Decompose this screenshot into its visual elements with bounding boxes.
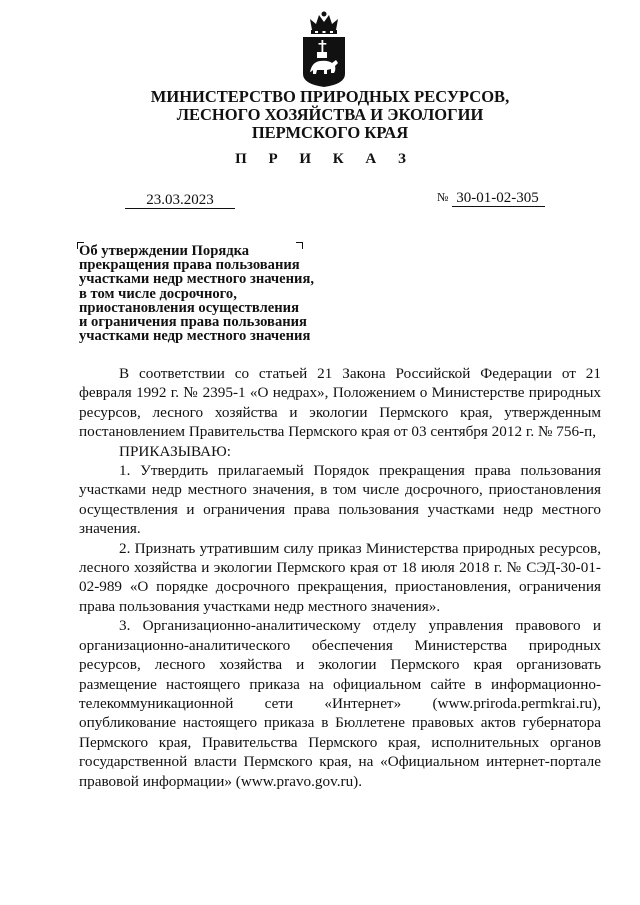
number-sign: № <box>437 190 449 204</box>
subject-line: прекращения права пользования <box>79 257 300 274</box>
document-type-title: П Р И К А З <box>235 151 415 167</box>
subject-line: участками недр местного значения <box>79 328 311 345</box>
subject-line: в том числе досрочного, <box>79 285 237 302</box>
subject-line: приостановления осуществления <box>79 299 299 316</box>
document-number: 30-01-02-305 <box>452 190 545 207</box>
order-item-2: 2. Признать утратившим силу приказ Министерства природных ресурсов, лесного хозяйства и экологии Пермского края от 18 июля 2018 г. № СЭД-30-01-02-989 «О порядке досрочного прекращения, приостановления, ограничения права пользования участками недр местного значения». <box>79 539 601 615</box>
order-item-3: 3. Организационно-аналитическому отделу управления правового и организационно-аналитического обеспечения Министерства природных ресурсов, лесного хозяйства и экологии Пермского края организовать размещение настоящего приказа на официальном сайте в информационно-телекоммуникационной сети «Интернет» (www.priroda.permkrai.ru), опубликование настоящего приказа в Бюллетене правовых актов губернатора Пермского края, Правительства Пермского края, исполнительных органов государственной власти Пермского края, на «Официальном интернет-портале правовой информации» (www.pravo.gov.ru). <box>79 617 601 790</box>
preamble-paragraph: В соответствии со статьей 21 Закона Российской Федерации от 21 февраля 1992 г. № 2395-1 «О недрах», Положением о Министерстве природных ресурсов, лесного хозяйства и экологии Пермского края, утвержденным постановлением Правительства Пермского края от 03 сентября 2012 г. № 756-п, <box>79 365 601 441</box>
ministry-line: ПЕРМСКОГО КРАЯ <box>251 123 409 142</box>
ministry-name <box>150 88 510 142</box>
document-subject <box>79 244 329 343</box>
ministry-line: ЛЕСНОГО ХОЗЯЙСТВА И ЭКОЛОГИИ <box>176 105 484 124</box>
document-number-block <box>437 190 545 207</box>
ministry-line: МИНИСТЕРСТВО ПРИРОДНЫХ РЕСУРСОВ, <box>150 87 510 106</box>
document-date: 23.03.2023 <box>125 192 235 209</box>
perm-krai-coat-of-arms-icon <box>300 10 348 88</box>
subject-line: и ограничения права пользования <box>79 314 307 331</box>
subject-line: Об утверждении Порядка <box>79 243 250 259</box>
order-item-1: 1. Утвердить прилагаемый Порядок прекращения права пользования участками недр местного значения, в том числе досрочного, приостановления осуществления и ограничения права пользования участками недр местного значения. <box>79 462 601 538</box>
command-word: ПРИКАЗЫВАЮ: <box>119 442 231 460</box>
document-body <box>79 364 601 791</box>
subject-line: участками недр местного значения, <box>79 271 315 288</box>
